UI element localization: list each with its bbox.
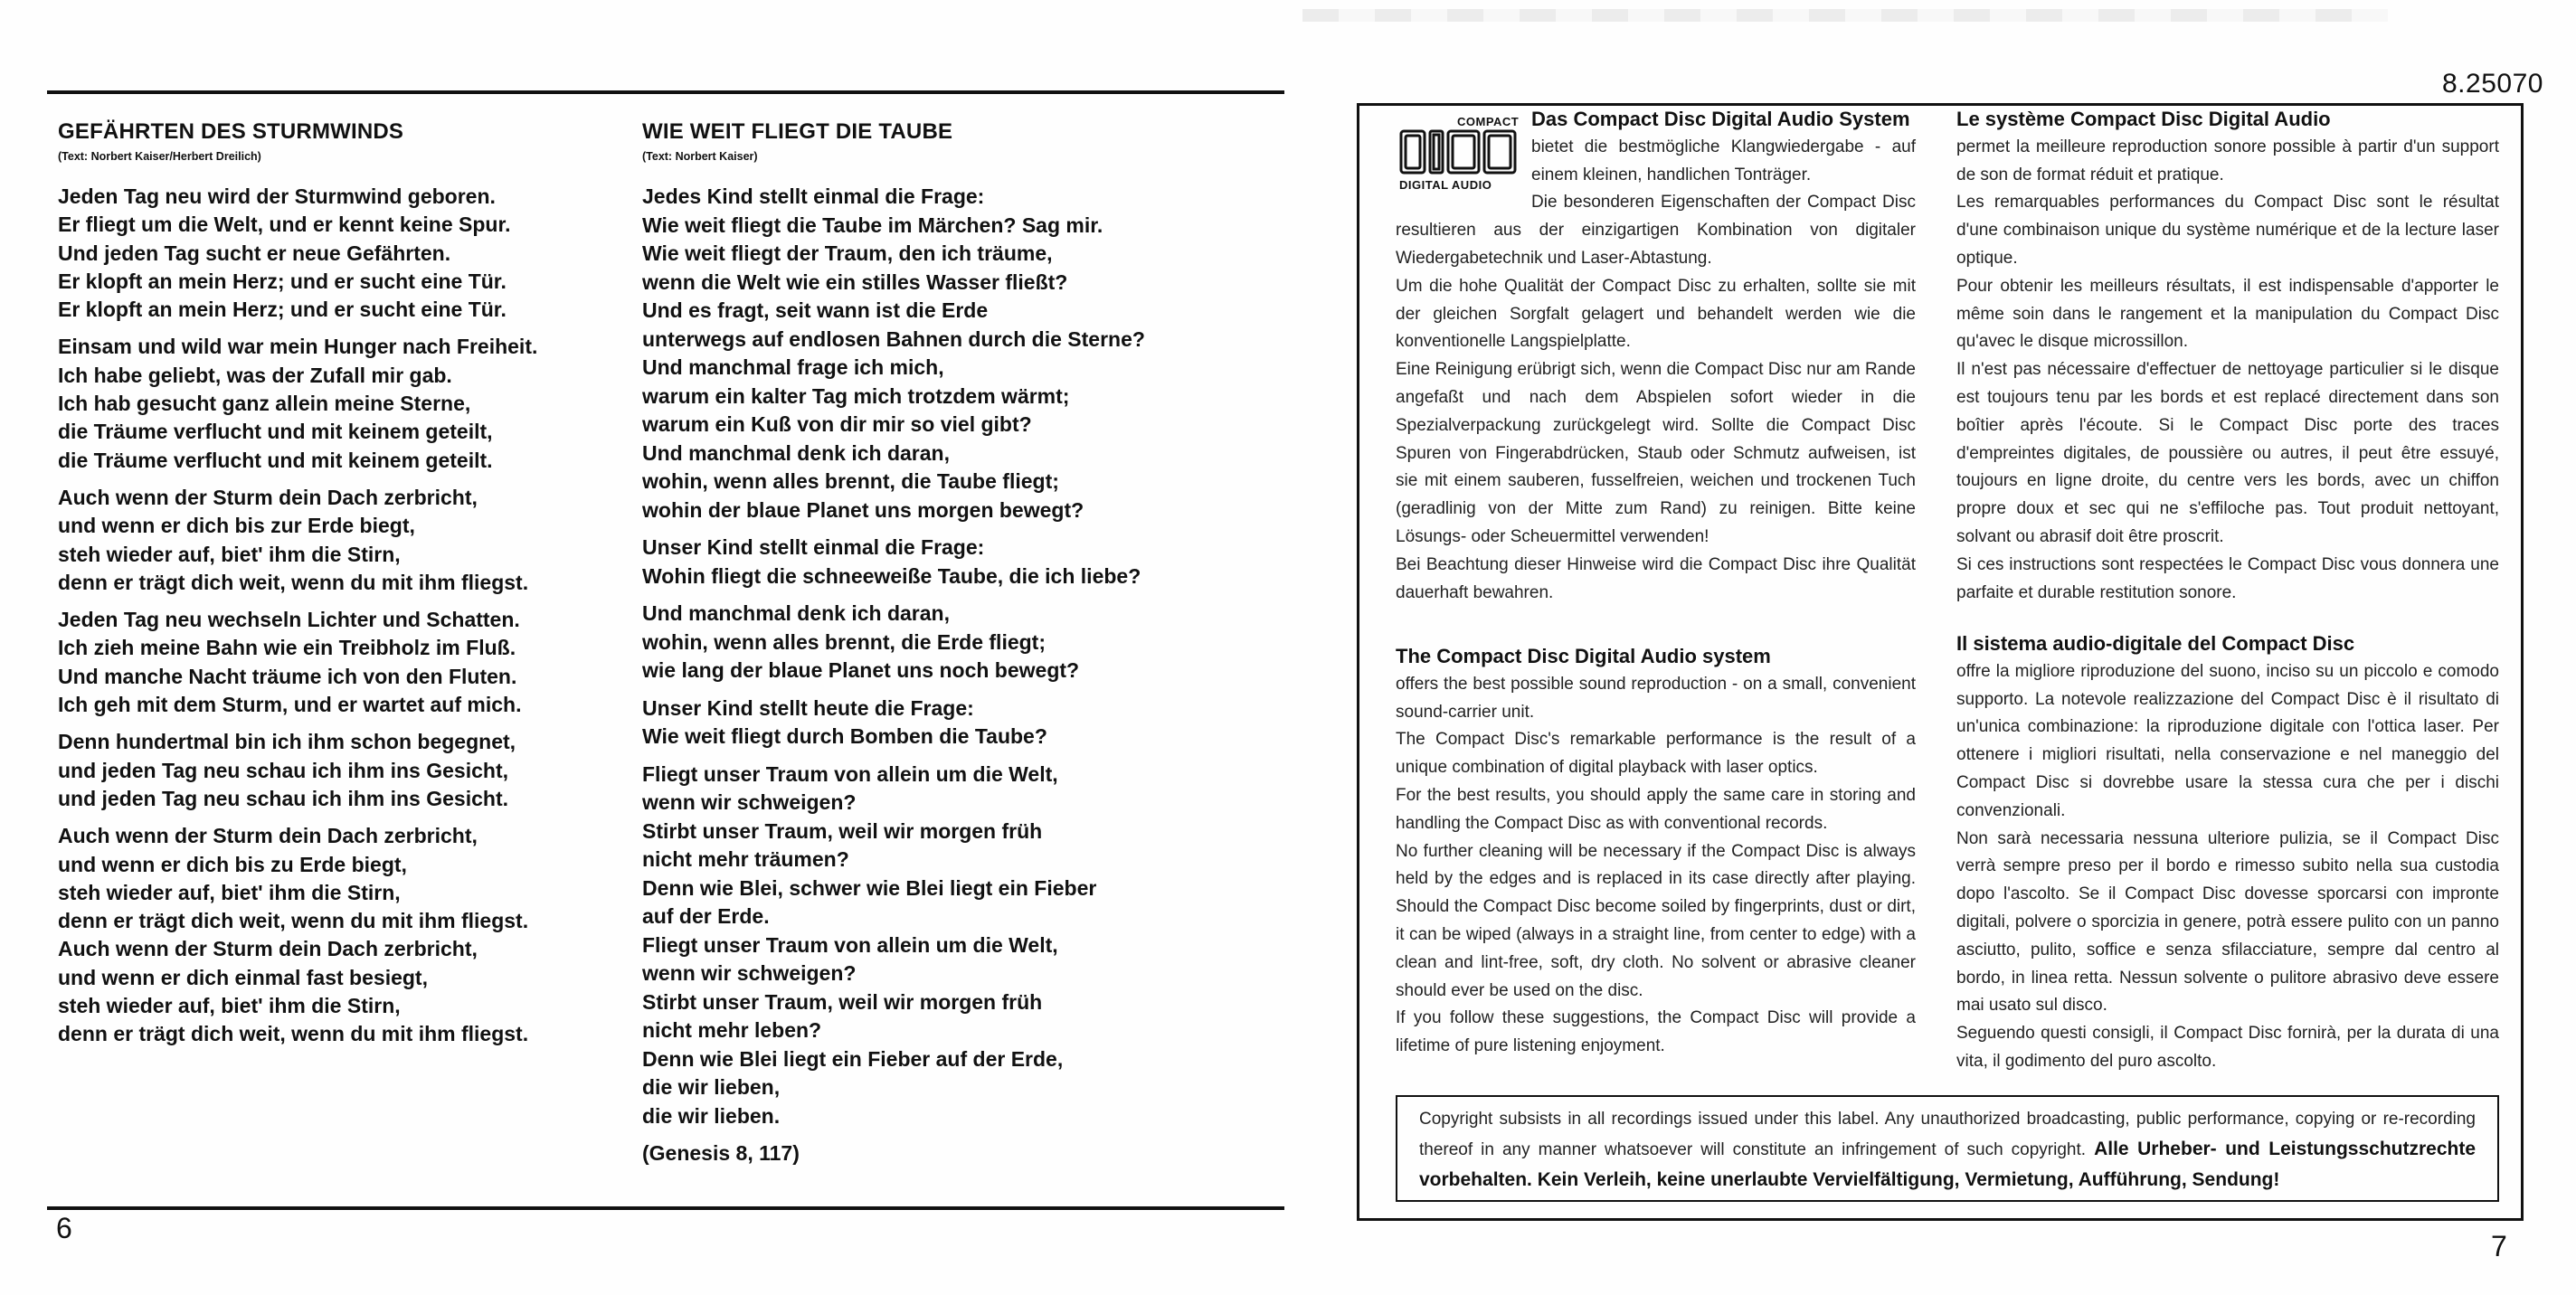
stanza: Unser Kind stellt heute die Frage: Wie weit fliegt durch Bomben die Taube? [642, 695, 1047, 748]
scan-smudge [1302, 9, 2388, 22]
info-paragraph: Pour obtenir les meilleurs résultats, il est indispensable d'apporter le même soin dans le rangement et la manipulation du Compact Disc qu'avec le disque microssillon. [1956, 276, 2499, 352]
info-paragraph: For the best results, you should apply the same care in storing and handling the Compact Disc as with conventional records. [1396, 785, 1916, 833]
info-paragraph: Il n'est pas nécessaire d'effectuer de nettoyage particulier si le disque est toujours tenu par les bords et est replacé directement dans son boîtier après l'écoute. Si le Compact Disc porte des traces d'empreintes digitales, de poussière ou autres, il peut être essuyé, toujours en ligne droite, du centre vers les bords, avec un chiffon propre doux et sec qui ne s'effiloche pas. Tout produit nettoyant, solvant ou abrasif doit être proscrit. [1956, 360, 2499, 546]
copyright-notice [1396, 1095, 2499, 1202]
stanza: Unser Kind stellt einmal die Frage: Wohin fliegt die schneeweiße Taube, die ich liebe? [642, 535, 1141, 588]
stanza: Jedes Kind stellt einmal die Frage: Wie weit fliegt die Taube im Märchen? Sag mir. Wie weit fliegt der Traum, den ich träume, wenn die Welt wie ein stilles Wasser fließt? Und es fragt, seit wann ist die Erde unterwegs auf endlosen Bahnen durch die Sterne? Und manchmal frage ich mich, warum ein kalter Tag mich trotzdem wärmt; warum ein Kuß von dir mir so viel gibt? Und manchmal denk ich daran, wohin, wenn alles brennt, die Taube fliegt; wohin der blaue Planet uns morgen bewegt? [642, 184, 1145, 522]
logo-digital-audio-text: DIGITAL AUDIO [1399, 178, 1492, 192]
catalog-number: 8.25070 [2442, 69, 2543, 99]
info-heading: Il sistema audio-digitale del Compact Disc [1956, 632, 2355, 655]
copyright-rights-reserved: Alle Urheber- und Leistungsschutzrechte vorbehalten. Kein Verleih, keine unerlaubte Vervielfältigung, Vermietung, Aufführung, Sendung! [1419, 1139, 2476, 1190]
info-paragraph: Eine Reinigung erübrigt sich, wenn die Compact Disc nur am Rande angefaßt und nach dem Abspielen sofort wieder in die Spezialverpackung zurückgelegt wird. Sollte die Compact Disc Spuren von Fingerabdrücken, Staub oder Schmutz aufweisen, ist sie mit einem sauberen, fusselfreien, weichen und trockenen Tuch (geradlinig von der Mitte zum Rand) zu reinigen. Bitte keine Lösungs- oder Scheuermittel verwenden! [1396, 360, 1916, 546]
stanza: Jeden Tag neu wird der Sturmwind geboren. Er fliegt um die Welt, und er kennt keine Spur. Und jeden Tag sucht er neue Gefährten. Er klopft an mein Herz; und er sucht eine Tür. Er klopft an mein Herz; und er sucht eine Tür. [58, 184, 511, 322]
logo-compact-text: COMPACT [1457, 115, 1520, 128]
stanza: Auch wenn der Sturm dein Dach zerbricht, und wenn er dich bis zu Erde biegt, steh wieder auf, biet' ihm die Stirn, denn er trägt dich weit, wenn du mit ihm fliegst. Auch wenn der Sturm dein Dach zerbricht, und wenn er dich einmal fast besiegt, steh wieder auf, biet' ihm die Stirn, denn er trägt dich weit, wenn du mit ihm fliegst. [58, 824, 529, 1046]
info-german [1396, 106, 1916, 607]
page-number-left: 6 [56, 1212, 72, 1244]
song-credit: (Text: Norbert Kaiser/Herbert Dreilich) [58, 150, 261, 163]
info-italian [1956, 630, 2499, 1076]
info-heading: Das Compact Disc Digital Audio System [1531, 108, 1910, 130]
info-paragraph: Die besonderen Eigenschaften der Compact Disc resultieren aus der einzigartigen Kombination von digitaler Wiedergabetechnik und Laser-Abtastung. [1396, 193, 1916, 268]
info-paragraph: Um die hohe Qualität der Compact Disc zu erhalten, sollte sie mit der gleichen Sorgfalt gelagert und behandelt werden wie die konventionelle Langspielplatte. [1396, 276, 1916, 352]
info-heading: The Compact Disc Digital Audio system [1396, 645, 1771, 667]
stanza: Jeden Tag neu wechseln Lichter und Schatten. Ich zieh meine Bahn wie ein Treibholz im Fluß. Und manche Nacht träume ich von den Fluten. Ich geh mit dem Sturm, und er wartet auf mich. [58, 608, 522, 717]
info-paragraph: Non sarà necessaria nessuna ulteriore pulizia, se il Compact Disc verrà sempre preso per il bordo e rimesso subito nella sua custodia dopo l'ascolto. Se il Compact Disc dovesse sporcarsi con impronte digitali, polvere o sporcizia in genere, potrà essere pulito con un panno asciutto, pulito, soffice e senza sfilacciature, sempre dal centro al bordo, in linea retta. Nessun solvente o pulitore abrasivo deve essere mai usato sul disco. [1956, 828, 2499, 1016]
info-paragraph: bietet die bestmögliche Klangwiedergabe - auf einem kleinen, handlichen Tonträger. [1531, 137, 1916, 184]
info-paragraph: No further cleaning will be necessary if the Compact Disc is always held by the edges and is replaced in its case directly after playing. Should the Compact Disc become soiled by fingerprints, dust or dirt, it can be wiped (always in a straight line, from center to edge) with a clean and lint-free, soft, dry cloth. No solvent or abrasive cleaner should ever be used on the disc. [1396, 841, 1916, 1000]
info-paragraph: offre la migliore riproduzione del suono, inciso su un piccolo e comodo supporto. La notevole realizzazione del Compact Disc è il risultato di un'unica combinazione: la riproduzione digitale con l'ottica laser. Per ottenere i migliori risultati, nella conservazione e nel maneggio del Compact Disc si dovrebbe usare la stessa cura che per i dischi convenzionali. [1956, 661, 2499, 820]
info-english [1396, 643, 1916, 1061]
song-wie-weit [642, 119, 1275, 1177]
stanza: Und manchmal denk ich daran, wohin, wenn alles brennt, die Erde fliegt; wie lang der blaue Planet uns noch bewegt? [642, 601, 1080, 682]
info-french [1956, 106, 2499, 607]
stanza-reference: (Genesis 8, 117) [642, 1141, 800, 1165]
info-paragraph: Si ces instructions sont respectées le Compact Disc vous donnera une parfaite et durable restitution sonore. [1956, 554, 2499, 602]
song-credit: (Text: Norbert Kaiser) [642, 150, 758, 163]
copyright-text: Copyright subsists in all recordings issued under this label. Any unauthorized broadcasting, public performance, copying or re-recording thereof in any manner whatsoever will constitute an infringement of such copyright. [1419, 1110, 2476, 1159]
stanza: Denn hundertmal bin ich ihm schon begegnet, und jeden Tag neu schau ich ihm ins Gesicht, und jeden Tag neu schau ich ihm ins Gesicht. [58, 730, 516, 810]
top-rule [47, 90, 1284, 94]
info-heading: Le système Compact Disc Digital Audio [1956, 108, 2331, 130]
stanza: Auch wenn der Sturm dein Dach zerbricht, und wenn er dich bis zur Erde biegt, steh wieder auf, biet' ihm die Stirn, denn er trägt dich weit, wenn du mit ihm fliegst. [58, 485, 529, 594]
bottom-rule [47, 1206, 1284, 1210]
info-paragraph: Bei Beachtung dieser Hinweise wird die Compact Disc ihre Qualität dauerhaft bewahren. [1396, 554, 1916, 602]
info-paragraph: If you follow these suggestions, the Compact Disc will provide a lifetime of pure listening enjoyment. [1396, 1008, 1916, 1056]
page-number-right: 7 [2491, 1230, 2507, 1262]
stanza: Einsam und wild war mein Hunger nach Freiheit. Ich habe geliebt, was der Zufall mir gab. Ich hab gesucht ganz allein meine Sterne, die Träume verflucht und mit keinem geteilt, die Träume verflucht und mit keinem geteilt. [58, 335, 538, 472]
song-title: GEFÄHRTEN DES STURMWINDS [58, 119, 404, 144]
info-paragraph: The Compact Disc's remarkable performance is the result of a unique combination of digital playback with laser optics. [1396, 730, 1916, 778]
stanza: Fliegt unser Traum von allein um die Welt, wenn wir schweigen? Stirbt unser Traum, weil wir morgen früh nicht mehr träumen? Denn wie Blei, schwer wie Blei liegt ein Fieber auf der Erde. Fliegt unser Traum von allein um die Welt, wenn wir schweigen? Stirbt unser Traum, weil wir morgen früh nicht mehr leben? Denn wie Blei liegt ein Fieber auf der Erde, die wir lieben, die wir lieben. [642, 761, 1097, 1128]
info-paragraph: offers the best possible sound reproduction - on a small, convenient sound-carrier unit. [1396, 674, 1916, 722]
info-paragraph: Les remarquables performances du Compact Disc sont le résultat d'une combinaison unique du système numérique et de la lecture laser optique. [1956, 193, 2499, 268]
info-paragraph: Seguendo questi consigli, il Compact Disc fornirà, per la durata di una vita, il godimento del puro ascolto. [1956, 1024, 2499, 1071]
song-title: WIE WEIT FLIEGT DIE TAUBE [642, 119, 953, 144]
info-paragraph: permet la meilleure reproduction sonore possible à partir d'un support de son de format réduit et pratique. [1956, 137, 2499, 184]
song-gefaehrten [58, 119, 619, 1058]
cd-info-box [1357, 103, 2524, 1221]
